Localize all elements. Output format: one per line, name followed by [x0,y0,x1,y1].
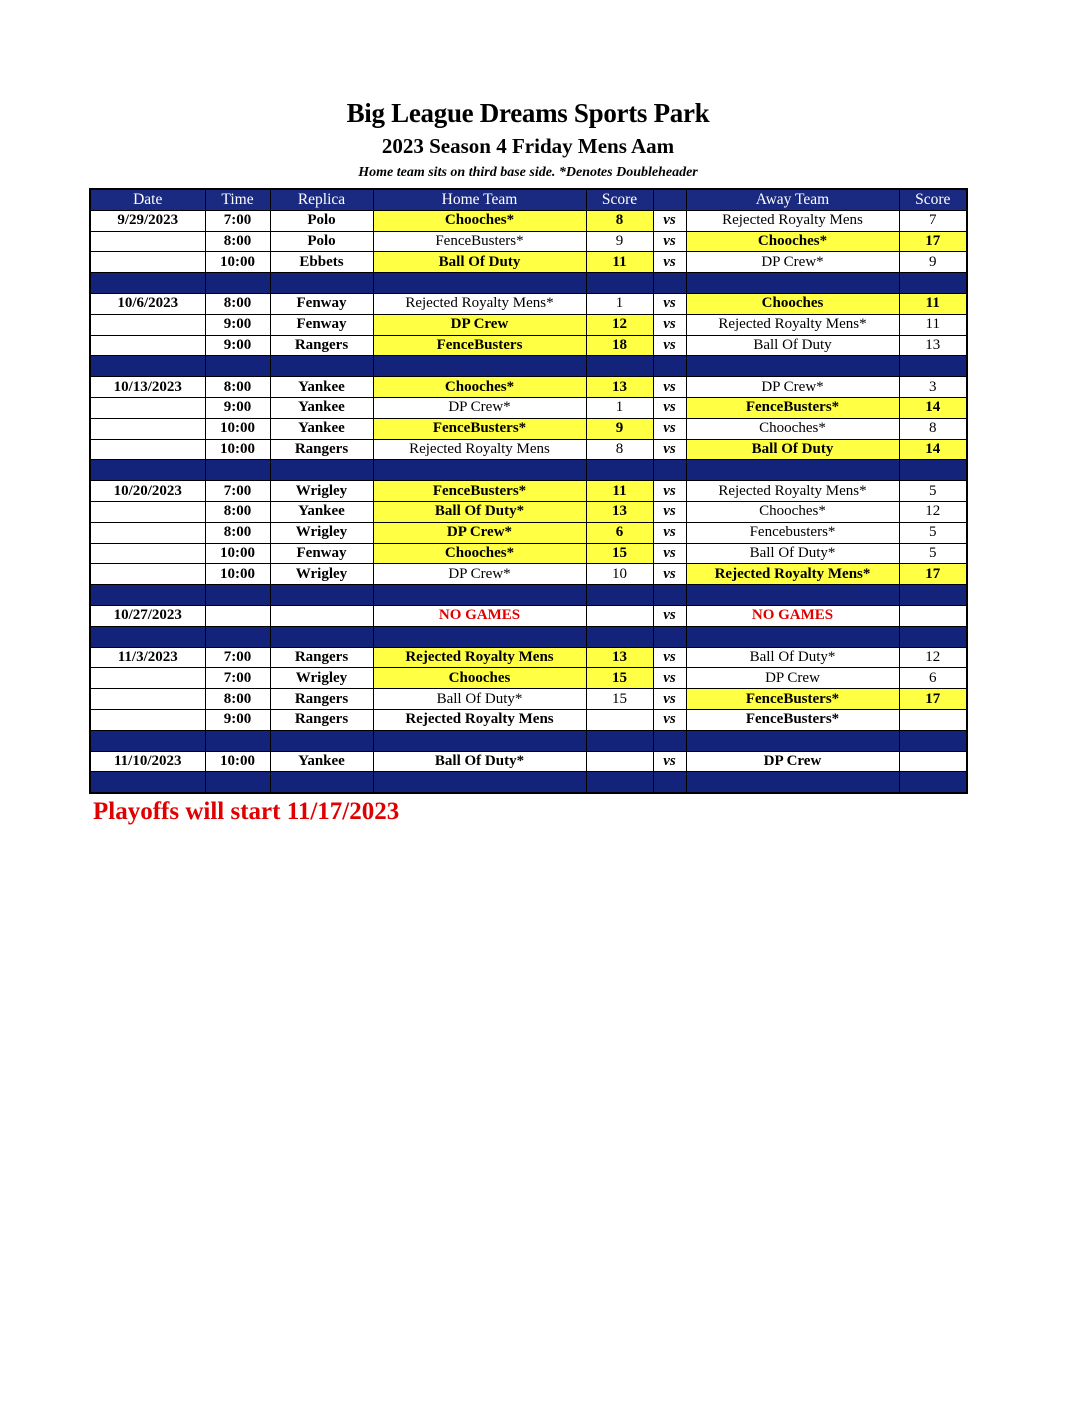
home-score-cell: 15 [586,668,653,689]
date-cell [90,501,205,522]
time-cell: 7:00 [205,668,270,689]
table-row [90,293,967,314]
header-vs [653,189,686,210]
table-row [90,751,967,772]
away-team-cell: DP Crew [686,751,899,772]
replica-cell: Rangers [270,335,373,356]
vs-cell: vs [653,689,686,710]
home-score-cell [586,751,653,772]
home-score-cell: 13 [586,377,653,398]
table-row [90,397,967,418]
away-team-cell: Ball Of Duty* [686,647,899,668]
home-team-cell: FenceBusters* [373,231,586,252]
separator-cell [653,273,686,294]
date-cell [90,231,205,252]
date-cell [90,522,205,543]
time-cell: 10:00 [205,564,270,585]
header-away-score: Score [899,189,967,210]
doubleheader-note: Home team sits on third base side. *Denotes Doubleheader [358,165,698,180]
away-score-cell: 8 [899,418,967,439]
replica-cell: Yankee [270,418,373,439]
replica-cell: Fenway [270,293,373,314]
time-cell: 10:00 [205,418,270,439]
away-score-cell: 17 [899,231,967,252]
separator-cell [586,585,653,606]
away-score-cell: 12 [899,501,967,522]
home-team-cell: Ball Of Duty* [373,501,586,522]
away-score-cell: 5 [899,543,967,564]
away-team-cell: Ball Of Duty [686,439,899,460]
time-cell: 8:00 [205,293,270,314]
date-cell [90,709,205,730]
separator-cell [686,356,899,377]
time-cell: 9:00 [205,397,270,418]
away-team-cell: Ball Of Duty* [686,543,899,564]
header-replica: Replica [270,189,373,210]
time-cell: 7:00 [205,210,270,231]
schedule-table [89,188,968,794]
away-score-cell: 5 [899,522,967,543]
time-cell: 7:00 [205,647,270,668]
table-row [90,335,967,356]
vs-cell: vs [653,252,686,273]
date-cell [90,335,205,356]
away-team-cell: FenceBusters* [686,397,899,418]
home-team-cell: Chooches [373,668,586,689]
table-row [90,543,967,564]
away-score-cell: 9 [899,252,967,273]
home-score-cell: 13 [586,647,653,668]
separator-cell [373,356,586,377]
separator-cell [686,585,899,606]
home-team-cell: Chooches* [373,377,586,398]
separator-cell [653,460,686,481]
date-cell [90,543,205,564]
vs-cell: vs [653,543,686,564]
separator-cell [586,730,653,751]
away-team-cell: Rejected Royalty Mens [686,210,899,231]
separator-cell [270,772,373,793]
vs-cell: vs [653,231,686,252]
vs-cell: vs [653,397,686,418]
page-title: Big League Dreams Sports Park [346,98,710,128]
away-score-cell: 13 [899,335,967,356]
table-row [90,314,967,335]
home-team-cell: FenceBusters [373,335,586,356]
away-score-cell [899,751,967,772]
away-team-cell: Chooches [686,293,899,314]
separator-cell [373,460,586,481]
separator-cell [270,460,373,481]
table-row [90,481,967,502]
date-cell: 11/10/2023 [90,751,205,772]
table-row [90,501,967,522]
home-team-cell: Rejected Royalty Mens* [373,293,586,314]
vs-cell: vs [653,605,686,626]
home-team-cell: DP Crew* [373,522,586,543]
separator-cell [653,356,686,377]
vs-cell: vs [653,522,686,543]
table-row [90,647,967,668]
separator-cell [270,626,373,647]
home-score-cell: 15 [586,543,653,564]
table-row [90,231,967,252]
time-cell: 10:00 [205,751,270,772]
replica-cell: Wrigley [270,481,373,502]
separator-cell [373,585,586,606]
home-score-cell: 10 [586,564,653,585]
table-row [90,689,967,710]
separator-row [90,273,967,294]
separator-cell [205,772,270,793]
date-cell [90,314,205,335]
separator-cell [899,460,967,481]
header-row [90,189,967,210]
date-cell [90,564,205,585]
separator-cell [899,356,967,377]
home-score-cell: 18 [586,335,653,356]
separator-cell [205,626,270,647]
away-team-cell: NO GAMES [686,605,899,626]
home-score-cell: 9 [586,231,653,252]
away-team-cell: FenceBusters* [686,709,899,730]
separator-cell [270,730,373,751]
vs-cell: vs [653,501,686,522]
separator-cell [205,585,270,606]
replica-cell: Yankee [270,751,373,772]
away-score-cell: 5 [899,481,967,502]
header-away-team: Away Team [686,189,899,210]
date-cell [90,252,205,273]
separator-cell [653,772,686,793]
table-row [90,439,967,460]
separator-cell [373,626,586,647]
time-cell: 10:00 [205,543,270,564]
away-score-cell: 3 [899,377,967,398]
separator-cell [899,626,967,647]
replica-cell: Rangers [270,689,373,710]
vs-cell: vs [653,418,686,439]
replica-cell: Yankee [270,377,373,398]
separator-cell [899,273,967,294]
time-cell [205,605,270,626]
time-cell: 8:00 [205,231,270,252]
replica-cell: Rangers [270,709,373,730]
home-score-cell: 8 [586,439,653,460]
home-score-cell: 6 [586,522,653,543]
away-team-cell: Chooches* [686,501,899,522]
vs-cell: vs [653,647,686,668]
separator-cell [373,772,586,793]
home-team-cell: DP Crew* [373,564,586,585]
replica-cell [270,605,373,626]
separator-cell [899,772,967,793]
vs-cell: vs [653,481,686,502]
time-cell: 9:00 [205,709,270,730]
header-time: Time [205,189,270,210]
home-score-cell: 8 [586,210,653,231]
replica-cell: Ebbets [270,252,373,273]
replica-cell: Wrigley [270,522,373,543]
vs-cell: vs [653,210,686,231]
time-cell: 10:00 [205,252,270,273]
table-row [90,605,967,626]
separator-cell [586,273,653,294]
vs-cell: vs [653,335,686,356]
replica-cell: Polo [270,210,373,231]
home-team-cell: NO GAMES [373,605,586,626]
home-team-cell: Rejected Royalty Mens [373,439,586,460]
date-cell [90,439,205,460]
table-row [90,210,967,231]
home-team-cell: DP Crew* [373,397,586,418]
separator-cell [586,460,653,481]
separator-row [90,460,967,481]
separator-cell [270,585,373,606]
away-team-cell: Rejected Royalty Mens* [686,564,899,585]
separator-row [90,730,967,751]
separator-cell [205,273,270,294]
date-cell [90,689,205,710]
page-subtitle: 2023 Season 4 Friday Mens Aam [381,134,675,158]
away-score-cell: 11 [899,314,967,335]
time-cell: 8:00 [205,522,270,543]
separator-cell [373,273,586,294]
home-team-cell: Rejected Royalty Mens [373,709,586,730]
separator-row [90,356,967,377]
vs-cell: vs [653,668,686,689]
home-score-cell: 11 [586,481,653,502]
vs-cell: vs [653,314,686,335]
away-score-cell [899,605,967,626]
vs-cell: vs [653,439,686,460]
separator-cell [90,730,205,751]
home-score-cell [586,709,653,730]
home-team-cell: Ball Of Duty* [373,689,586,710]
home-score-cell [586,605,653,626]
replica-cell: Wrigley [270,668,373,689]
replica-cell: Fenway [270,314,373,335]
home-team-cell: FenceBusters* [373,418,586,439]
away-score-cell [899,709,967,730]
away-score-cell: 17 [899,689,967,710]
away-score-cell: 12 [899,647,967,668]
home-team-cell: Chooches* [373,210,586,231]
vs-cell: vs [653,377,686,398]
separator-cell [90,460,205,481]
home-team-cell: FenceBusters* [373,481,586,502]
vs-cell: vs [653,564,686,585]
separator-cell [686,772,899,793]
home-team-cell: Ball Of Duty [373,252,586,273]
header-home-score: Score [586,189,653,210]
separator-cell [270,356,373,377]
table-row [90,564,967,585]
replica-cell: Wrigley [270,564,373,585]
away-team-cell: DP Crew* [686,252,899,273]
separator-cell [90,626,205,647]
time-cell: 7:00 [205,481,270,502]
replica-cell: Rangers [270,439,373,460]
date-cell: 11/3/2023 [90,647,205,668]
table-row [90,377,967,398]
replica-cell: Fenway [270,543,373,564]
header-date: Date [90,189,205,210]
separator-cell [686,626,899,647]
away-score-cell: 17 [899,564,967,585]
separator-row [90,772,967,793]
separator-cell [653,585,686,606]
date-cell [90,418,205,439]
vs-cell: vs [653,293,686,314]
date-cell: 10/27/2023 [90,605,205,626]
time-cell: 8:00 [205,689,270,710]
vs-cell: vs [653,709,686,730]
home-score-cell: 1 [586,397,653,418]
date-cell [90,397,205,418]
home-score-cell: 15 [586,689,653,710]
time-cell: 10:00 [205,439,270,460]
date-cell: 10/13/2023 [90,377,205,398]
separator-cell [686,730,899,751]
separator-cell [653,626,686,647]
time-cell: 8:00 [205,501,270,522]
home-team-cell: Rejected Royalty Mens [373,647,586,668]
separator-cell [586,772,653,793]
separator-cell [90,772,205,793]
home-score-cell: 1 [586,293,653,314]
away-score-cell: 11 [899,293,967,314]
time-cell: 9:00 [205,314,270,335]
home-team-cell: DP Crew [373,314,586,335]
separator-cell [899,730,967,751]
away-team-cell: Fencebusters* [686,522,899,543]
table-row [90,709,967,730]
replica-cell: Rangers [270,647,373,668]
away-team-cell: Rejected Royalty Mens* [686,314,899,335]
home-score-cell: 9 [586,418,653,439]
home-team-cell: Ball Of Duty* [373,751,586,772]
away-team-cell: Ball Of Duty [686,335,899,356]
separator-cell [270,273,373,294]
separator-cell [686,460,899,481]
time-cell: 9:00 [205,335,270,356]
away-score-cell: 6 [899,668,967,689]
away-team-cell: DP Crew* [686,377,899,398]
away-score-cell: 14 [899,439,967,460]
away-team-cell: Chooches* [686,231,899,252]
table-row [90,522,967,543]
date-cell: 9/29/2023 [90,210,205,231]
away-team-cell: FenceBusters* [686,689,899,710]
separator-cell [90,273,205,294]
separator-cell [205,460,270,481]
home-score-cell: 11 [586,252,653,273]
schedule-body [90,210,967,793]
separator-cell [653,730,686,751]
away-team-cell: Rejected Royalty Mens* [686,481,899,502]
separator-cell [586,356,653,377]
home-score-cell: 13 [586,501,653,522]
separator-cell [899,585,967,606]
vs-cell: vs [653,751,686,772]
date-cell: 10/20/2023 [90,481,205,502]
away-score-cell: 7 [899,210,967,231]
away-score-cell: 14 [899,397,967,418]
replica-cell: Polo [270,231,373,252]
time-cell: 8:00 [205,377,270,398]
away-team-cell: DP Crew [686,668,899,689]
table-row [90,418,967,439]
table-row [90,668,967,689]
separator-cell [373,730,586,751]
date-cell [90,668,205,689]
separator-cell [205,356,270,377]
date-cell: 10/6/2023 [90,293,205,314]
playoffs-notice: Playoffs will start 11/17/2023 [93,798,400,825]
separator-row [90,626,967,647]
away-team-cell: Chooches* [686,418,899,439]
home-team-cell: Chooches* [373,543,586,564]
home-score-cell: 12 [586,314,653,335]
separator-cell [90,356,205,377]
replica-cell: Yankee [270,501,373,522]
separator-row [90,585,967,606]
replica-cell: Yankee [270,397,373,418]
header-home-team: Home Team [373,189,586,210]
separator-cell [205,730,270,751]
separator-cell [586,626,653,647]
separator-cell [686,273,899,294]
table-row [90,252,967,273]
separator-cell [90,585,205,606]
